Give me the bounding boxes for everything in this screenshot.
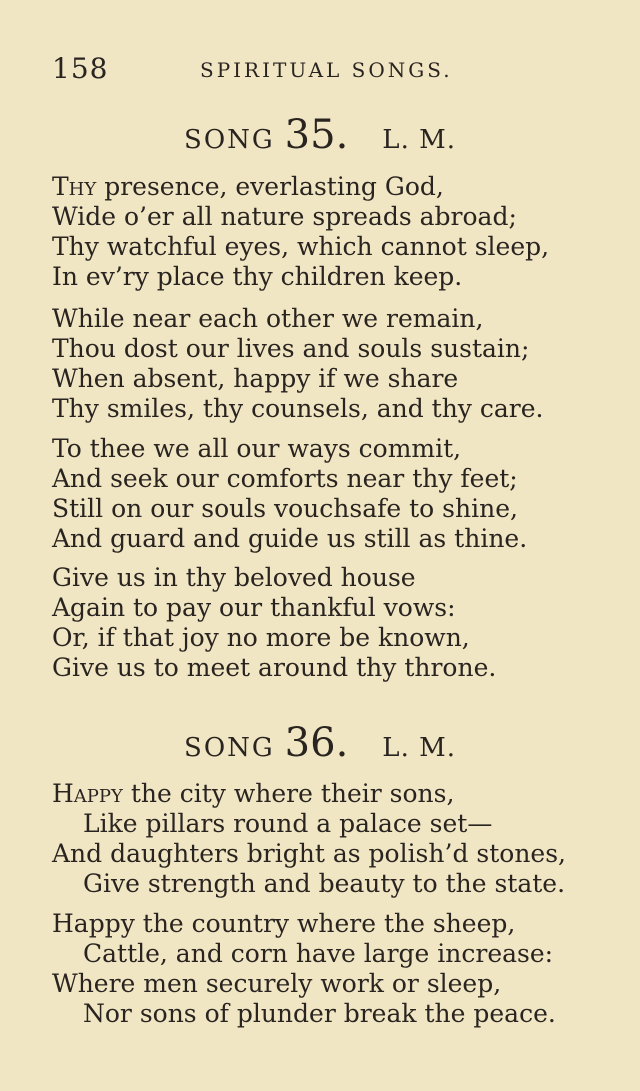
initial-word: Thy (52, 172, 97, 201)
song-36-heading (0, 720, 640, 766)
song-35-stanza-4 (52, 563, 612, 683)
running-head (52, 52, 592, 88)
stanza-line: Where men securely work or sleep, (52, 969, 502, 998)
stanza-line (52, 779, 612, 809)
stanza-line: Again to pay our thankful vows: (52, 593, 456, 622)
stanza-line: Give strength and beauty to the state. (83, 869, 566, 898)
song-label: SONG (184, 733, 275, 763)
song-label: SONG (184, 125, 275, 155)
song-meter: L. M. (382, 733, 456, 763)
song-number: 35. (284, 112, 349, 158)
song-meter: L. M. (382, 125, 456, 155)
stanza-line: In ev’ry place thy children keep. (52, 262, 463, 291)
stanza-line: Cattle, and corn have large increase: (83, 939, 554, 968)
stanza-line: When absent, happy if we share (52, 364, 459, 393)
stanza-line: Nor sons of plunder break the peace. (83, 999, 556, 1028)
stanza-line: Give us in thy beloved house (52, 563, 416, 592)
stanza-line: Thou dost our lives and souls sustain; (52, 334, 530, 363)
line-text: the city where their sons, (122, 779, 455, 808)
line-text: presence, everlasting God, (96, 172, 444, 201)
song-35-stanza-3 (52, 434, 612, 554)
stanza-line: Happy the country where the sheep, (52, 909, 516, 938)
song-36-stanza-1 (52, 779, 612, 899)
stanza-line: Still on our souls vouchsafe to shine, (52, 494, 518, 523)
song-36-stanza-2 (52, 909, 612, 1029)
stanza-line: And seek our comforts near thy feet; (52, 464, 518, 493)
page-number: 158 (52, 52, 109, 85)
stanza-line: Wide o’er all nature spreads abroad; (52, 202, 517, 231)
stanza-line: And guard and guide us still as thine. (52, 524, 528, 553)
stanza-line: Give us to meet around thy throne. (52, 653, 497, 682)
stanza-line: While near each other we remain, (52, 304, 484, 333)
song-number: 36. (284, 720, 349, 766)
stanza-line: Thy smiles, thy counsels, and thy care. (52, 394, 544, 423)
song-35-stanza-1 (52, 172, 612, 292)
song-35-stanza-2 (52, 304, 612, 424)
stanza-line: Or, if that joy no more be known, (52, 623, 470, 652)
book-title: SPIRITUAL SONGS. (200, 58, 453, 82)
stanza-line (52, 172, 612, 202)
song-35-heading (0, 112, 640, 158)
stanza-line: And daughters bright as polish’d stones, (52, 839, 566, 868)
stanza-line: To thee we all our ways commit, (52, 434, 462, 463)
stanza-line: Like pillars round a palace set— (83, 809, 493, 838)
stanza-line: Thy watchful eyes, which cannot sleep, (52, 232, 550, 261)
initial-word: Happy (52, 779, 123, 808)
